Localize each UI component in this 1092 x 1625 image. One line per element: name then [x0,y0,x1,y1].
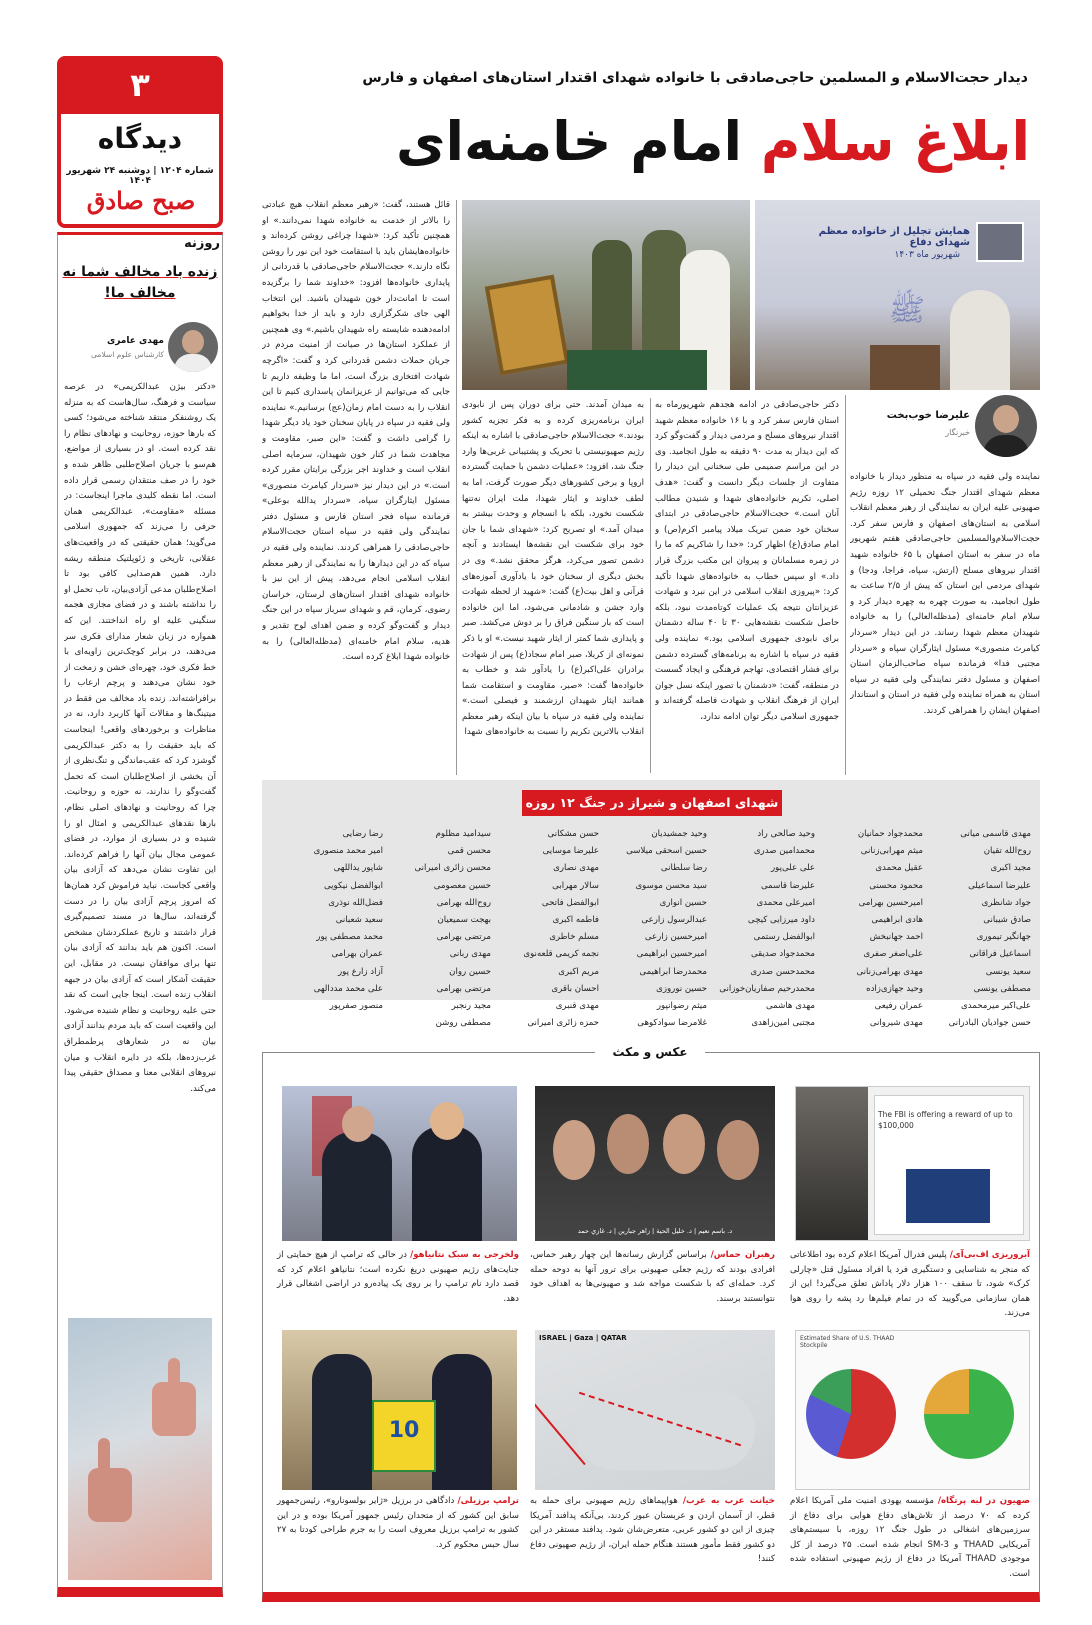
martyr-name: امیر محمد منصوری [313,846,383,857]
lead-column-1: نماینده ولی فقیه در سپاه به منظور دیدار با خانواده معظم شهدای اقتدار جنگ تحمیلی ۱۲ روزه رژیم صهیونی علیه ایران به نمایندگی از رهبر معظم انقلاب اسلامی به استان‌های اصفهان و فارس سفر کرد. حجت‌الاسلام‌والمسلمین حاجی‌صادقی هفتم شهریور ماه در سفر به استان اصفهان با ۶۵ خانواده شهید اقتدار نیروهای مسلح (ارتش، سپاه، فراجا، ودجا) و شهدای مردمی این استان که پیش از ۲/۵ ساعت به طول انجامید، به صورت چهره به چهره دیدار کرد و سلام امام خامنه‌ای (مدظله‌العالی) را به خانواده شهیدان معظم شهدا رساند. در این دیدار «سردار کیامرث منصوری» مسئول ایثارگران سپاه و «سردار مجتبی فدا» فرمانده سپاه صاحب‌الزمان استان اصفهان و مسئول دفتر نمایندگی ولی فقیه در سپاه استان به همراه نماینده ولی فقیه در استان و استاندار اصفهان ایشان را همراهی کردند. [850,472,1040,716]
martyr-name: حسین انواری [659,897,707,908]
martyr-name: وحید جهازی‌زاده [866,983,923,994]
martyr-name: مرتضی بهرامی [436,932,491,943]
martyr-name: اسماعیل فراقانی [969,949,1031,960]
martyr-name: مرتضی بهرامی [436,983,491,994]
photo-thaad-chart [795,1330,1030,1490]
martyr-name: مجتبی امین‌زاهدی [751,1018,815,1029]
banner-date: شهریور ماه ۱۴۰۳ [894,250,960,260]
lead-column-2: دکتر حاجی‌صادقی در ادامه هجدهم شهریورماه به استان فارس سفر کرد و با ۱۶ خانواده معظم شهید اقتدار نیروهای مسلح و مردمی دیدار و گفت‌وگو کرد که این دیدار به مدت ۹۰ دقیقه به طول انجامید. وی در این مراسم صمیمی طی سخنانی این دیدار را متفاوت از جلسات دیگر دانست و گفت: «هدف اصلی، تکریم خانواده‌های شهدا و شنیدن مطالب آنان است.» حجت‌الاسلام حاجی‌صادقی در ابتدای سخنان خود ضمن تبریک میلاد پیامبر اکرم(ص) و امام صادق(ع) اظهار کرد: «خدا را شاکریم که ما را در زمره مسلمانان و پیروان این مکتب بزرگ قرار داد.» او سپس خطاب به خانواده‌های شهدا تأکید کرد: «پیروزی انقلاب اسلامی در این نبرد و شهادت عزیزانتان نتیجه یک عملیات کوتاه‌مدت نبود، بلکه حاصل شکست نقشه‌هایی ۳۰ تا ۴۰ ساله دشمنان برای نابودی جمهوری اسلامی بود.» نماینده ولی فقیه در سپاه با اشاره به برنامه‌های گسترده دشمن برای فشار اقتصادی، تهاجم فرهنگی و ایجاد گسست در منطقه، گفت: «دشمنان با تصور اینکه نسل جوان ایران از فرهنگ انقلاب و شهادت فاصله گرفته‌اند و جمهوری اسلامی دیگر توان ادامه ندارد، [655,400,839,722]
caption-thaad: صهیون در لبه پرتگاه/ مؤسسه یهودی امنیت ملی آمریکا اعلام کرده که ۷۰ درصد از تلاش‌های دفاع هوایی برای دفاع از سرزمین‌های اشغالی در طول جنگ ۱۲ روزه، با سیستم‌های آمریکایی THAAD و SM-3 انجام شده است. ۲۵ درصد از کل موجودی THAAD آمریکا در دفاع از رژیم صهیونی استفاده شده است. [790,1496,1031,1579]
martyr-name: وحید صالحی راد [757,829,815,839]
column-author-role: کارشناس علوم اسلامی [91,350,164,359]
martyrs-title: شهدای اصفهان و شیراز در جنگ ۱۲ روزه [522,790,782,816]
column-illustration [68,1318,212,1580]
martyr-column [931,826,1031,1032]
photo-fbi [795,1086,1030,1241]
martyr-name: علیرضا موسایی [542,846,599,857]
lead-column-3: به میدان آمدند. حتی برای دوران پس از نابودی ایران برنامه‌ریزی کرده و به فکر تجزیه کشور بودند.» حجت‌الاسلام حاجی‌صادقی با اشاره به اینکه رژیم صهیونیستی با تحریک و پشتیبانی غربی‌ها وارد جنگ شد، افزود: «عملیات دشمن با حمایت گسترده اروپا و برخی کشورهای دیگر صورت گرفت، اما به لطف خداوند و ایثار شهدا، ملت ایران نه‌تنها شکست نخورد، بلکه با انسجام و وحدت بیشتر به میدان آمد.» او تصریح کرد: «شهدای شما با جان خود برای شکست این نقشه‌ها ایستادند و آنچه دشمن تصور می‌کرد، هرگز محقق نشد.» وی در بخش دیگری از سخنان خود با یادآوری آموزه‌های قرآنی و اهل بیت(ع) گفت: «شهید از لحظه شهادت وارد جشن و شادمانی می‌شود، اما این خانواده است که بار سنگین فراق را بر دوش می‌کشد. صبر و پایداری شما کمتر از ایثار شهید نیست.» او با ذکر نمونه‌ای از کربلا، صبر امام سجاد(ع) پس از شهادت برادران علی‌اکبر(ع) را یادآور شد و خطاب به خانواده‌ها گفت: «صبر، مقاومت و استقامت شما همانند ایثار شهیدان ارزشمند و فیصلی است.» نماینده ولی فقیه در سپاه با بیان اینکه رهبر معظم انقلاب بالاترین تکریم را نسبت به خانواده‌های شهدا [462,400,644,738]
martyr-name: محمد مصطفی پور [316,932,383,943]
martyr-name: سیدامید مظلوم [435,829,491,839]
martyr-name: مجید اکبری [990,863,1031,874]
photo-hamas-names: د. باسم نعیم | د. خلیل الحیة | زاهر جبارین | د. غازي حمد [577,1227,733,1235]
martyr-name: محمدرحیم صفاریان‌خوزانی [719,983,815,994]
lead-column-4: قائل هستند، گفت: «رهبر معظم انقلاب هیچ عبادتی را بالاتر از خدمت به خانواده شهدا نمی‌دانند.» او همچنین تأکید کرد: «شهدا چراغی روشن کرده‌اند و خانواده‌هایشان باید با استقامت خود این نور را روشن نگاه دارند.» حجت‌الاسلام حاجی‌صادقی با قدردانی از پایداری خانواده‌ها افزود: «خداوند شما را برگزیده است تا امانت‌دار خون شهیدان باشید. این انتخاب الهی جای شکرگزاری دارد و باید از خدا بخواهیم ادامه‌دهنده شایسته راه شهیدان باشیم.» وی همچنین از عملکرد استان‌ها در صیانت از امنیت مردم در جریان حملات دشمن قدردانی کرد و گفت: «اگرچه شهادت افتخاری بزرگ است، اما ما وظیفه داریم تا جایی که می‌توانیم از عزیزانمان پاسداری کنیم تا این انقلاب را به دست امام زمان(عج) برسانیم.» نماینده ولی فقیه در سپاه در پایان سخنان خود یاد دیگر شهدا را گرامی داشت و گفت: «این صبر، مقاومت و مجاهدت شما در کنار خون شهیدان، سرمایه اصلی انقلاب است و خداوند اجر بزرگی برایتان مقرر کرده است.» در این دیدار نیز «سردار کیامرث منصوری» مسئول ایثارگران سپاه، «سردار یدالله بوعلی» فرمانده سپاه فجر استان فارس و مسئول دفتر نمایندگی ولی فقیه در سپاه استان حجت‌الاسلام حاجی‌صادقی را همراهی کردند. نماینده ولی فقیه در سپاه که در این دیدارها را به نمایندگی از رهبر معظم انقلاب اسلامی انجام می‌دهد، پیش از این نیز با خانواده شهدای اقتدار استان‌های لرستان، خراسان رضوی، کرمان، قم و شهدای سرباز سپاه در این جنگ دیدار و گفت‌وگو کرده و ضمن اهدای لوح تقدیر و هدیه، سلام امام خامنه‌ای (مدظله‌العالی) را به خانواده شهدا ابلاغ کرده است. [262,200,450,663]
martyr-name: محمدرضا ابراهیمی [639,966,707,977]
martyr-name: امیرحسین بهرامی [858,897,923,908]
martyr-name: محمدجواد حمانیان [857,829,923,839]
martyr-name: مریم اکبری [558,966,599,977]
martyr-name: محمدجواد صدیقی [750,949,815,960]
martyr-name: فاطمه اکبری [552,915,599,926]
photo-thaad-text: Estimated Share of U.S. THAAD Stockpile [800,1335,895,1349]
author-name: علیرضا خوب‌بخت [886,410,970,421]
photo-trump-bolsonaro: 10 [282,1330,517,1490]
martyr-name: مسلم خاطری [549,932,599,943]
page-number: ۳ [130,66,150,104]
photo-map-labels: ISRAEL | Gaza | QATAR [539,1334,627,1342]
martyr-name: احسان باقری [551,983,599,994]
martyr-name: نجمه کریمی قلعه‌نوی [523,949,599,960]
section-name: دیدگاه [97,122,183,155]
column-author-avatar [168,322,218,372]
author-avatar [975,395,1037,457]
issue-info: شماره ۱۲۰۴ | دوشنبه ۲۴ شهریور ۱۴۰۴ [66,166,214,186]
caption-arab-betrayal: خیانت عرب به عرب/ هواپیماهای رژیم صهیونی برای حمله به قطر، از آسمان اردن و عربستان عبور کردند، بی‌آنکه پدافند آمریکا چیزی از این دو کشور عربی، متعرض‌شان شود. پدافند مستقر در این دو کشور فقط مأمور هستند هنگام حمله ایران، از رژیم صهیونی دفاع کنند! [530,1496,776,1564]
martyr-name: مصطفی روشن [435,1018,491,1029]
martyr-name: سید محسن موسوی [635,880,707,891]
photo-fbi-text: The FBI is offering a reward of up to $100,000 [878,1110,1013,1130]
martyr-name: رضا سلطانی [660,863,707,874]
martyr-name: حسن جوادیان البادرانی [948,1018,1031,1029]
martyr-name: شاپور یداللهی [333,863,383,874]
newspaper-logo: صبح صادق [86,186,196,215]
martyr-name: سعید یونسی [985,966,1031,977]
martyr-name: عبدالرسول زارعی [641,915,707,926]
martyr-name: مهدی هاشمی [765,1001,815,1012]
martyr-name: حسن مشکانی [547,829,599,839]
author-role: خبرنگار [945,428,970,437]
photo-netanyahu-trump [282,1086,517,1241]
martyr-name: مجید رنجبر [451,1001,491,1012]
caption-netanyahu: ولخرجی به سبک نتانیاهو/ در حالی که ترامپ از هیچ حمایتی از جنایت‌های رژیم صهیونی دریغ نکرده است؛ نتانیاهو اعلام کرد که قصد دارد نام ترامپ را بر روی یک پیاده‌رو در اراضی اشغالی قرار دهد. [277,1250,519,1304]
caption-hamas: رهبران حماس/ براساس گزارش رسانه‌ها این چهار رهبر حماس، افرادی بودند که رژیم جعلی صهیونی برای ترور آنها به دوحه حمله کرد. حمله‌ای که با شکست مواجه شد و صهیونی‌ها به اهداف خود نتوانستند برسند. [530,1250,775,1304]
caption-fbi: آبروریزی اف‌بی‌آی/ پلیس فدرال آمریکا اعلام کرده بود اطلاعاتی که منجر به شناسایی و دستگیری فرد یا افراد مسئول قتل «چارلی کرک» شود، تا سقف ۱۰۰ هزار دلار پاداش تعلق می‌گیرد! این از همان سازمانی می‌گویید که در تمام فیلم‌ها رد پشه را روی هوا می‌زند. [790,1250,1031,1318]
martyr-name: وحید جمشیدیان [651,829,707,839]
column-author: مهدی عامری [106,336,164,346]
photos-section-title: عکس و مکث [595,1043,705,1061]
martyr-name: میثم مهرابی‌زنانی [860,846,923,857]
martyr-column [715,826,815,1032]
martyr-name: مصطفی یونسی [973,983,1031,994]
martyr-name: روح‌الله تقیان [983,846,1031,857]
martyr-name: حسین اسحقی میلاسی [626,846,707,857]
column-body: «دکتر بیژن عبدالکریمی» در عرصه سیاست و فرهنگ، سال‌هاست که به منزله یک روشنفکر منتقد شناخته می‌شود؛ کسی که بارها حوزه، روحانیت و نهادهای نظام را نقد کرده است. او در بسیاری از مواضع، هم‌سو با جریان اصلاح‌طلبی ظاهر شده و خود را در صف منتقدان رسمی قرار داده است. اما نقطه کلیدی ماجرا اینجاست: در مسئله «مقاومت»، عبدالکریمی همان حرفی را می‌زند که جمهوری اسلامی می‌گوید؛ همان حقیقتی که در واقعیت‌های عقلانی، تاریخی و ژئوپلتیک منطقه ریشه دارد. همین هم‌صدایی کافی بود تا اصلاح‌طلبان مدعی آزادی‌بیان، تاب تحمل او را نداشته باشند و در فضای مجازی هجمه سنگینی علیه او راه انداختند. این که همواره در زبان شعار مدارای فکری سر می‌دهند، در برابر کوچک‌ترین زاویه‌ای با خط فکری خود، چهره‌ای خشن و زمخت از خود نشان می‌دهند و پرچم ارعاب را برافراشته‌اند. زنده باد مخالف من فقط در میتینگ‌ها و مقالات آنها کاربرد دارد، نه در مناظرات و برخوردهای واقعی! اینجاست که باید حقیقت را به دکتر عبدالکریمی گوشزد کرد که عقب‌ماندگی و تنگ‌نظری از آن بخشی از اصلاح‌طلبان است که تحمل گفت‌وگو را ندارند، نه حوزه و روحانیت. چرا که روحانیت و نهادهای اصلی نظام، بارها نقدهای عبدالکریمی و امثال او را شنیده و در بسیاری از موارد، در فضای عمومی مجال بیان آنها را فراهم کرده‌اند. این تفاوت نشان می‌دهد که آزادی بیان واقعی کجاست. نباید فراموش کرد همان‌ها که امروز پرچم آزادی بیان را در دست گرفته‌اند، سال‌ها در مسند تصمیم‌گیری قرار داشتند و تاریخ عملکردشان مشخص است. اکنون هم باید بدانند که آزادی بیان تنها برای موافقان نیست. در مقابل، این حقیقت آشکار است که آزادی بیان در جبهه انقلاب زنده است. اینجا جایی است که نقد حتی علیه روحانیت و نظام شنیده می‌شود. این واقعیت است که باید مردم بدانند آزادی بیان نه در شعارهای پرطمطراق غرب‌زده‌ها، بلکه در دایره انقلاب و میان نیروهای انقلابی معنا و مصداق حقیقی پیدا می‌کند. [64,382,216,1094]
martyr-name: عمران رفیعی [874,1001,923,1012]
martyr-column [823,826,923,1032]
martyr-name: روح‌الله بهرامی [436,897,491,908]
martyr-name: محسن قمی [447,846,491,857]
martyr-name: رضا رضایی [342,829,383,839]
martyr-name: علی‌اصغر صفری [863,949,923,960]
lead-photo-gift [462,200,750,390]
headline-black: امام خامنه‌ای [396,110,743,173]
martyr-name: جواد شانظری [981,897,1031,908]
martyr-name: ابوالفضل فاتحی [541,897,599,908]
masthead [57,56,223,228]
martyr-name: امیرحسین زارعی [644,932,707,943]
martyr-name: مهدی ربانی [449,949,491,960]
martyr-name: مهدی قنبری [555,1001,599,1012]
martyr-name: مهدی بهرامی‌زنانی [856,966,923,977]
martyr-name: حسین روان [449,966,491,977]
martyr-name: سعید شعبانی [335,915,383,926]
martyr-name: محمدامین صدری [753,846,815,857]
martyr-name: حسین نوروزی [656,983,707,994]
lead-kicker: دیدار حجت‌الاسلام و المسلمین حاجی‌صادقی با خانواده شهدای اقتدار استان‌های اصفهان و فارس [362,70,1028,86]
martyr-name: عمران بهرامی [331,949,383,960]
martyrs-list [275,826,1031,1029]
martyr-name: محمدحسن صدری [750,966,815,977]
martyr-column [283,826,383,1015]
martyr-name: علیرضا اسماعیلی [968,880,1031,891]
martyr-name: ابوالفضل نیکویی [324,880,383,891]
martyr-name: مهدی قاسمی میانی [960,829,1031,839]
martyr-name: داود میرزایی کیچی [747,915,815,926]
martyr-name: صادق شیبانی [983,915,1031,926]
martyr-name: علی محمد مددالهی [313,983,383,994]
martyr-name: علی علی‌پور [771,863,815,874]
martyr-name: امیرعلی محمدی [756,897,815,908]
martyr-name: محسن زائری امیرانی [414,863,491,874]
banner-text: همایش تجلیل از خانواده معظم شهدای دفاع [818,226,970,248]
martyr-name: جهانگیر تیموری [976,932,1031,943]
photo-map [535,1330,775,1490]
martyr-name: هادی ابراهیمی [871,915,923,926]
martyr-name: میثم رضوانپور [656,1001,707,1012]
martyr-name: عقیل محمدی [875,863,923,874]
martyr-name: غلامرضا سوادکوهی [637,1018,707,1029]
martyr-name: سالار مهرابی [552,880,599,891]
martyr-name: آزاد زارع پور [337,966,383,977]
martyr-column [391,826,491,1032]
column-title: زنده باد مخالف شما نه مخالف ما! [62,264,218,301]
martyr-name: احمد جهانبخش [869,932,923,943]
photo-hamas-leaders [535,1086,775,1241]
martyr-name: منصور صفرپور [329,1001,383,1012]
martyr-name: مهدی شیروانی [869,1018,923,1029]
lead-photo-ceremony: همایش تجلیل از خانواده معظم شهدای دفاع شهریور ماه ۱۴۰۳ ﷺ [755,200,1040,390]
martyr-name: مهدی نصاری [553,863,599,874]
martyr-name: فضل‌الله نوذری [328,897,383,908]
martyr-name: علیرضا قاسمی [760,880,815,891]
martyr-name: بهجت سمیعیان [437,915,491,926]
caption-bolsonaro: ترامپ برزیلی/ دادگاهی در برزیل «ژایر بولسونارو»، رئیس‌جمهور سابق این کشور که از متحدان رئیس جمهور آمریکا بوده و در این کشور به ترامپ برزیل معروف است را به جرم طراحی کودتا به ۲۷ سال حبس محکوم کرد. [277,1496,520,1550]
martyr-column [607,826,707,1032]
lead-headline [340,102,1030,182]
martyr-name: امیرحسین ابراهیمی [636,949,707,960]
martyr-name: ابوالفضل رستمی [753,932,815,943]
column-tag: روزنه [184,236,220,251]
martyr-name: محمود محسنی [869,880,923,891]
martyr-name: علی‌اکبر میرمحمدی [961,1001,1031,1012]
martyr-column [499,826,599,1032]
martyr-name: حمزه زائری امیرانی [527,1018,599,1029]
headline-red: ابلاغ سلام [760,110,1030,173]
martyr-name: حسین معصومی [433,880,491,891]
